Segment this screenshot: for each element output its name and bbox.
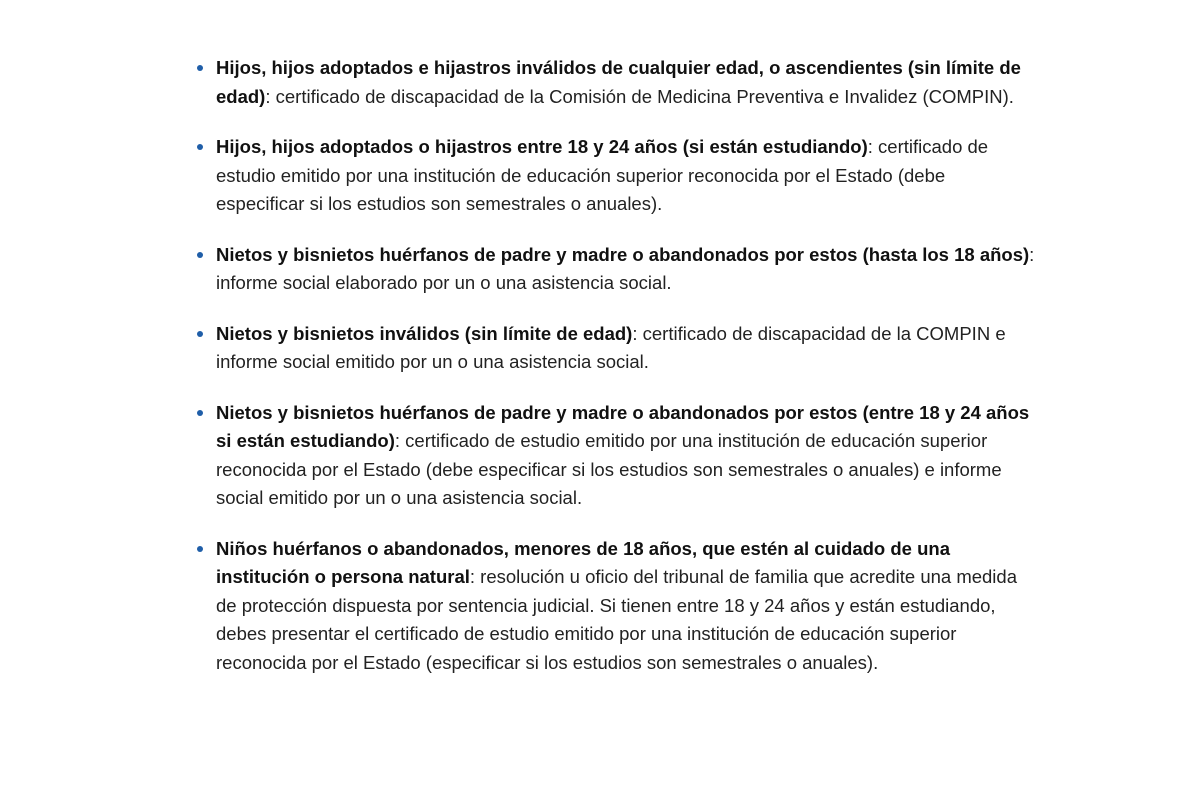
item-description: : certificado de discapacidad de la COMPIN e informe social emitido por un o una asistencia social. (216, 322, 1006, 372)
list-item (197, 320, 1037, 377)
item-term: Nietos y bisnietos huérfanos de padre y madre o abandonados por estos (entre 18 y 24 años si están estudiando) (216, 401, 1030, 451)
list-item (197, 535, 1037, 678)
item-description: : certificado de estudio emitido por una institución de educación superior reconocida por el Estado (debe especificar si los estudios son semestrales o anuales). (216, 136, 989, 214)
bullet-icon (197, 65, 203, 71)
item-term: Hijos, hijos adoptados e hijastros inválidos de cualquier edad, o ascendientes (sin límite de edad) (216, 57, 1021, 107)
bullet-icon (197, 410, 203, 416)
bullet-icon (197, 331, 203, 337)
item-term: Nietos y bisnietos inválidos (sin límite de edad) (216, 322, 633, 344)
bullet-icon (197, 252, 203, 258)
document-content (197, 54, 1037, 699)
list-item (197, 54, 1037, 111)
bullet-icon (197, 144, 203, 150)
item-description: : certificado de estudio emitido por una institución de educación superior reconocida por el Estado (debe especificar si los estudios son semestrales o anuales) e informe social emitido por un o una asistencia social. (216, 430, 1002, 508)
item-term: Nietos y bisnietos huérfanos de padre y madre o abandonados por estos (hasta los 18 años) (216, 243, 1030, 265)
item-description: : resolución u oficio del tribunal de familia que acredite una medida de protección dispuesta por sentencia judicial. Si tienen entre 18 y 24 años y están estudiando, debes presentar el certificado de estudio emitido por una institución de educación superior reconocida por el Estado (especificar si los estudios son semestrales o anuales). (216, 566, 1017, 673)
list-item (197, 399, 1037, 513)
bullet-icon (197, 546, 203, 552)
item-term: Hijos, hijos adoptados o hijastros entre 18 y 24 años (si están estudiando) (216, 136, 868, 157)
list-item (197, 241, 1037, 298)
item-term: Niños huérfanos o abandonados, menores de 18 años, que estén al cuidado de una institución o persona natural (216, 537, 950, 587)
item-description: : certificado de discapacidad de la Comisión de Medicina Preventiva e Invalidez (COMPIN). (265, 85, 1014, 107)
list-item (197, 133, 1037, 219)
requirements-list (197, 54, 1037, 677)
item-description: : informe social elaborado por un o una asistencia social. (216, 243, 1035, 293)
